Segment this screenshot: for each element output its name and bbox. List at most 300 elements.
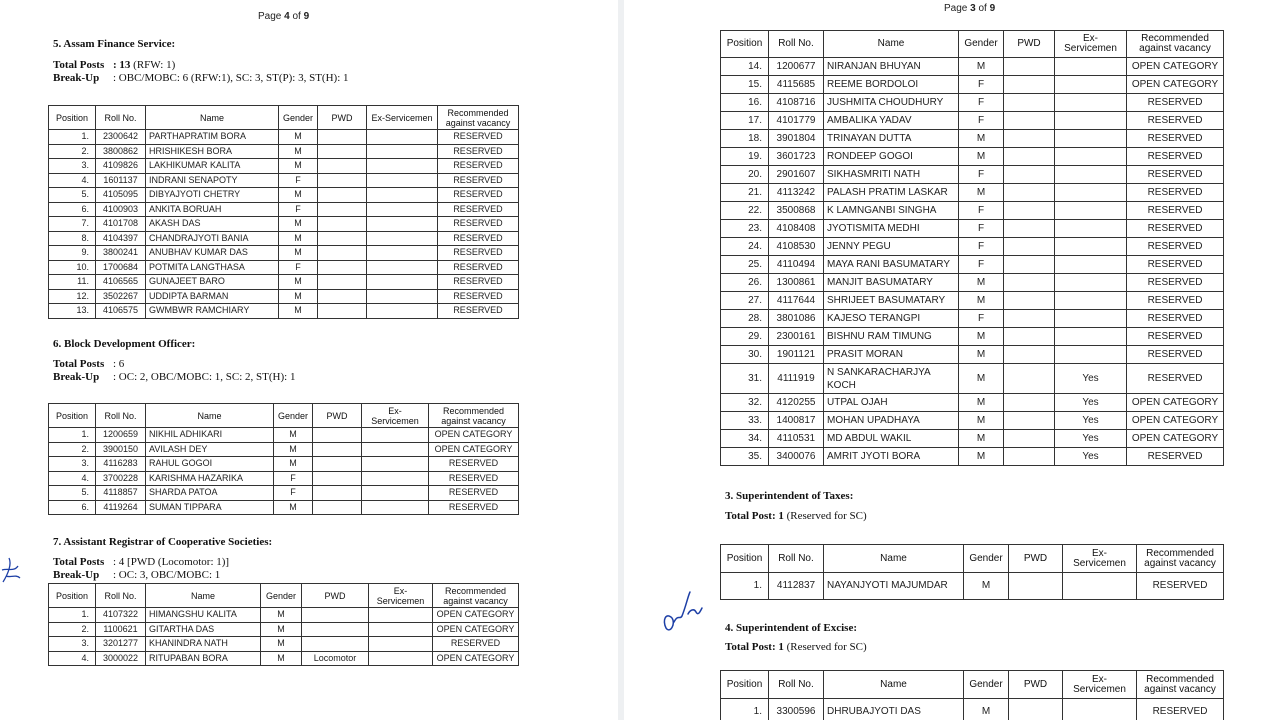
name-cell: REEME BORDOLOI [824, 76, 959, 94]
pwd-cell [313, 486, 362, 501]
roll-cell: 4106575 [96, 304, 146, 319]
pwd-cell [318, 144, 367, 159]
table-row [49, 622, 519, 637]
pwd-cell [302, 608, 369, 623]
name-cell: AVILASH DEY [146, 442, 274, 457]
roll-cell: 3601723 [769, 148, 824, 166]
name-cell: SHRIJEET BASUMATARY [824, 292, 959, 310]
table-row [721, 148, 1224, 166]
ex-servicemen-cell: Yes [1055, 430, 1127, 448]
ex-servicemen-cell [367, 289, 438, 304]
gender-cell: M [959, 430, 1004, 448]
roll-cell: 1901121 [769, 346, 824, 364]
ex-servicemen-cell [1055, 274, 1127, 292]
gender-cell: M [279, 231, 318, 246]
pwd-cell [1004, 112, 1055, 130]
position-cell: 31. [721, 364, 769, 394]
recommended-cell: RESERVED [1127, 112, 1224, 130]
ex-servicemen-cell [367, 159, 438, 174]
table-row [49, 457, 519, 472]
gender-cell: F [959, 238, 1004, 256]
name-cell: HIMANGSHU KALITA [146, 608, 261, 623]
right-document-page [624, 0, 1280, 720]
recommended-cell: RESERVED [1127, 346, 1224, 364]
name-cell: AMBALIKA YADAV [824, 112, 959, 130]
recommended-cell: RESERVED [438, 260, 519, 275]
ex-servicemen-cell [1055, 184, 1127, 202]
name-cell: ANUBHAV KUMAR DAS [146, 246, 279, 261]
table-body [49, 130, 519, 319]
table-row [49, 188, 519, 203]
signature-icon [0, 552, 22, 588]
position-cell: 6. [49, 500, 96, 515]
ex-servicemen-cell [367, 130, 438, 145]
table-header-row [721, 31, 1224, 58]
table-row [721, 94, 1224, 112]
pwd-cell [1004, 310, 1055, 328]
ex-servicemen-cell [1055, 148, 1127, 166]
name-cell: GUNAJEET BARO [146, 275, 279, 290]
table-row [721, 394, 1224, 412]
position-cell: 26. [721, 274, 769, 292]
table-row [49, 144, 519, 159]
position-cell: 7. [49, 217, 96, 232]
ex-servicemen-cell: Yes [1055, 364, 1127, 394]
ex-servicemen-cell [362, 500, 429, 515]
recommended-cell: RESERVED [1127, 238, 1224, 256]
recommended-cell: OPEN CATEGORY [433, 622, 519, 637]
page-number [258, 11, 309, 22]
pwd-cell [318, 231, 367, 246]
pwd-cell [1004, 238, 1055, 256]
position-cell: 4. [49, 471, 96, 486]
col-position: Position [49, 584, 96, 608]
pwd-cell [1004, 256, 1055, 274]
roll-cell: 4109826 [96, 159, 146, 174]
gender-cell: F [959, 112, 1004, 130]
name-cell: KAJESO TERANGPI [824, 310, 959, 328]
roll-cell: 4101779 [769, 112, 824, 130]
pwd-cell [1004, 94, 1055, 112]
col-ex-servicemen: Ex-Servicemen [1063, 671, 1137, 699]
pwd-cell [1004, 274, 1055, 292]
gender-cell: M [279, 130, 318, 145]
gender-cell: M [959, 364, 1004, 394]
name-cell: JENNY PEGU [824, 238, 959, 256]
position-cell: 1. [721, 699, 769, 720]
ex-servicemen-cell [1055, 202, 1127, 220]
ex-servicemen-cell [1055, 328, 1127, 346]
pwd-cell [313, 500, 362, 515]
page-current: 3 [970, 3, 976, 14]
pwd-cell [318, 260, 367, 275]
gender-cell: F [959, 202, 1004, 220]
col-roll: Roll No. [769, 545, 824, 573]
col-position: Position [49, 404, 96, 428]
gender-cell: M [261, 622, 302, 637]
col-name: Name [146, 106, 279, 130]
col-gender: Gender [959, 31, 1004, 58]
name-cell: SHARDA PATOA [146, 486, 274, 501]
col-position: Position [49, 106, 96, 130]
ex-servicemen-cell [1055, 166, 1127, 184]
pwd-cell [318, 159, 367, 174]
gender-cell: F [959, 220, 1004, 238]
roll-cell: 3700228 [96, 471, 146, 486]
recommended-cell: OPEN CATEGORY [1127, 430, 1224, 448]
ex-servicemen-cell [367, 173, 438, 188]
position-cell: 1. [721, 573, 769, 600]
pwd-cell [1004, 292, 1055, 310]
pwd-cell [313, 457, 362, 472]
col-gender: Gender [964, 671, 1009, 699]
roll-cell: 2901607 [769, 166, 824, 184]
gender-cell: M [959, 328, 1004, 346]
table-row [49, 304, 519, 319]
roll-cell: 2300642 [96, 130, 146, 145]
section-title: 7. Assistant Registrar of Cooperative Societies: [53, 536, 273, 548]
recommended-cell: RESERVED [438, 246, 519, 261]
col-position: Position [721, 671, 769, 699]
roll-cell: 4108408 [769, 220, 824, 238]
position-cell: 30. [721, 346, 769, 364]
col-ex-servicemen: Ex-Servicemen [367, 106, 438, 130]
name-cell: UDDIPTA BARMAN [146, 289, 279, 304]
pwd-cell [1004, 148, 1055, 166]
name-cell: PARTHAPRATIM BORA [146, 130, 279, 145]
ex-servicemen-cell [1055, 310, 1127, 328]
gender-cell: M [279, 304, 318, 319]
table-row [721, 76, 1224, 94]
table-row [721, 58, 1224, 76]
ex-servicemen-cell [1055, 220, 1127, 238]
roll-cell: 1100621 [96, 622, 146, 637]
total-posts: Total Posts : 6 [53, 358, 125, 370]
table-row [49, 608, 519, 623]
col-roll: Roll No. [96, 584, 146, 608]
pwd-cell [318, 217, 367, 232]
pwd-cell [1004, 202, 1055, 220]
roll-cell: 4118857 [96, 486, 146, 501]
total-post: Total Post: 1 (Reserved for SC) [725, 641, 867, 653]
table-header-row [49, 404, 519, 428]
position-cell: 12. [49, 289, 96, 304]
gender-cell: M [959, 130, 1004, 148]
recommended-cell: RESERVED [438, 202, 519, 217]
gender-cell: M [959, 292, 1004, 310]
position-cell: 27. [721, 292, 769, 310]
name-cell: TRINAYAN DUTTA [824, 130, 959, 148]
section-title: 6. Block Development Officer: [53, 338, 196, 350]
page-current: 4 [284, 11, 290, 22]
recommended-cell: RESERVED [1127, 364, 1224, 394]
roll-cell: 4110531 [769, 430, 824, 448]
roll-cell: 4104397 [96, 231, 146, 246]
table-body [49, 428, 519, 515]
position-cell: 10. [49, 260, 96, 275]
roll-cell: 4115685 [769, 76, 824, 94]
table-row [49, 275, 519, 290]
col-ex-servicemen: Ex-Servicemen [362, 404, 429, 428]
name-cell: PRASIT MORAN [824, 346, 959, 364]
pwd-cell [313, 442, 362, 457]
pwd-cell [1004, 448, 1055, 466]
ex-servicemen-cell [1055, 256, 1127, 274]
table-row [49, 486, 519, 501]
position-cell: 11. [49, 275, 96, 290]
position-cell: 13. [49, 304, 96, 319]
position-cell: 14. [721, 58, 769, 76]
name-cell: UTPAL OJAH [824, 394, 959, 412]
roll-cell: 4105095 [96, 188, 146, 203]
position-cell: 23. [721, 220, 769, 238]
table-header-row [721, 671, 1224, 699]
name-cell: RITUPABAN BORA [146, 651, 261, 666]
position-cell: 3. [49, 159, 96, 174]
position-cell: 2. [49, 622, 96, 637]
col-recommended: Recommended against vacancy [1137, 545, 1224, 573]
ex-servicemen-cell [1055, 130, 1127, 148]
name-cell: DIBYAJYOTI CHETRY [146, 188, 279, 203]
results-table [48, 403, 519, 515]
col-pwd: PWD [1009, 671, 1063, 699]
table-row [49, 231, 519, 246]
break-up: Break-Up : OC: 2, OBC/MOBC: 1, SC: 2, ST(H): 1 [53, 371, 296, 383]
recommended-cell: RESERVED [438, 173, 519, 188]
recommended-cell: RESERVED [438, 188, 519, 203]
col-roll: Roll No. [96, 404, 146, 428]
pwd-cell [1004, 58, 1055, 76]
roll-cell: 4108716 [769, 94, 824, 112]
results-table [48, 105, 519, 319]
position-cell: 1. [49, 130, 96, 145]
col-roll: Roll No. [769, 31, 824, 58]
ex-servicemen-cell: Yes [1055, 412, 1127, 430]
name-cell: AMRIT JYOTI BORA [824, 448, 959, 466]
position-cell: 4. [49, 651, 96, 666]
roll-cell: 4106565 [96, 275, 146, 290]
position-cell: 28. [721, 310, 769, 328]
table-row [49, 202, 519, 217]
recommended-cell: RESERVED [1127, 256, 1224, 274]
roll-cell: 4101708 [96, 217, 146, 232]
left-document-page [0, 0, 618, 720]
col-pwd: PWD [1004, 31, 1055, 58]
col-gender: Gender [279, 106, 318, 130]
roll-cell: 3201277 [96, 637, 146, 652]
ex-servicemen-cell [362, 471, 429, 486]
roll-cell: 1200677 [769, 58, 824, 76]
position-cell: 21. [721, 184, 769, 202]
name-cell: ANKITA BORUAH [146, 202, 279, 217]
table-row [721, 346, 1224, 364]
col-recommended: Recommended against vacancy [438, 106, 519, 130]
ex-servicemen-cell: Yes [1055, 394, 1127, 412]
name-cell: AKASH DAS [146, 217, 279, 232]
roll-cell: 4100903 [96, 202, 146, 217]
gender-cell: M [959, 394, 1004, 412]
roll-cell: 3502267 [96, 289, 146, 304]
ex-servicemen-cell [367, 202, 438, 217]
roll-cell: 4110494 [769, 256, 824, 274]
table-row [721, 202, 1224, 220]
name-cell: BISHNU RAM TIMUNG [824, 328, 959, 346]
table-row [49, 159, 519, 174]
col-position: Position [721, 545, 769, 573]
position-cell: 25. [721, 256, 769, 274]
name-cell: JUSHMITA CHOUDHURY [824, 94, 959, 112]
ex-servicemen-cell [367, 260, 438, 275]
col-recommended: Recommended against vacancy [433, 584, 519, 608]
position-cell: 17. [721, 112, 769, 130]
position-cell: 22. [721, 202, 769, 220]
table-row [721, 292, 1224, 310]
recommended-cell: RESERVED [429, 486, 519, 501]
col-roll: Roll No. [96, 106, 146, 130]
pwd-cell [1009, 699, 1063, 720]
gender-cell: M [279, 144, 318, 159]
name-cell: MAYA RANI BASUMATARY [824, 256, 959, 274]
recommended-cell: RESERVED [438, 275, 519, 290]
total-post: Total Post: 1 (Reserved for SC) [725, 510, 867, 522]
gender-cell: M [279, 275, 318, 290]
ex-servicemen-cell [369, 608, 433, 623]
page-of: of [978, 3, 987, 14]
ex-servicemen-cell [367, 275, 438, 290]
table-row [721, 220, 1224, 238]
ex-servicemen-cell [1055, 76, 1127, 94]
table-row [721, 166, 1224, 184]
section-title: 3. Superintendent of Taxes: [725, 490, 854, 502]
recommended-cell: RESERVED [1127, 448, 1224, 466]
pwd-cell [1004, 430, 1055, 448]
results-table [48, 583, 519, 666]
recommended-cell: RESERVED [438, 217, 519, 232]
page-total: 9 [989, 3, 996, 14]
position-cell: 16. [721, 94, 769, 112]
table-row [49, 217, 519, 232]
gender-cell: F [279, 260, 318, 275]
recommended-cell: OPEN CATEGORY [1127, 58, 1224, 76]
ex-servicemen-cell [1055, 112, 1127, 130]
name-cell: JYOTISMITA MEDHI [824, 220, 959, 238]
roll-cell: 3901804 [769, 130, 824, 148]
position-cell: 18. [721, 130, 769, 148]
name-cell: GITARTHA DAS [146, 622, 261, 637]
gender-cell: M [959, 148, 1004, 166]
recommended-cell: RESERVED [1127, 166, 1224, 184]
recommended-cell: RESERVED [438, 231, 519, 246]
gender-cell: F [279, 202, 318, 217]
table-header-row [721, 545, 1224, 573]
col-gender: Gender [964, 545, 1009, 573]
table-row [721, 573, 1224, 600]
name-cell: SUMAN TIPPARA [146, 500, 274, 515]
roll-cell: 4119264 [96, 500, 146, 515]
gender-cell: M [279, 246, 318, 261]
gender-cell: M [261, 651, 302, 666]
recommended-cell: RESERVED [1127, 274, 1224, 292]
col-roll: Roll No. [769, 671, 824, 699]
break-up: Break-Up : OBC/MOBC: 6 (RFW:1), SC: 3, ST(P): 3, ST(H): 1 [53, 72, 349, 84]
roll-cell: 3000022 [96, 651, 146, 666]
name-cell: MD ABDUL WAKIL [824, 430, 959, 448]
total-posts: Total Posts : 4 [PWD (Locomotor: 1)] [53, 556, 230, 568]
position-cell: 33. [721, 412, 769, 430]
page-total: 9 [303, 11, 310, 22]
recommended-cell: OPEN CATEGORY [433, 651, 519, 666]
pwd-cell [1004, 184, 1055, 202]
roll-cell: 4117644 [769, 292, 824, 310]
position-cell: 34. [721, 430, 769, 448]
position-cell: 9. [49, 246, 96, 261]
pwd-cell [1004, 76, 1055, 94]
ex-servicemen-cell [369, 637, 433, 652]
gender-cell: M [964, 573, 1009, 600]
pwd-cell [302, 637, 369, 652]
recommended-cell: RESERVED [438, 159, 519, 174]
gender-cell: M [279, 159, 318, 174]
recommended-cell: OPEN CATEGORY [1127, 412, 1224, 430]
table-row [49, 260, 519, 275]
ex-servicemen-cell [1055, 292, 1127, 310]
name-cell: K LAMNGANBI SINGHA [824, 202, 959, 220]
name-cell: INDRANI SENAPOTY [146, 173, 279, 188]
roll-cell: 4108530 [769, 238, 824, 256]
gender-cell: M [959, 184, 1004, 202]
col-name: Name [146, 404, 274, 428]
gender-cell: M [261, 608, 302, 623]
table-row [721, 256, 1224, 274]
position-cell: 2. [49, 144, 96, 159]
table-row [721, 274, 1224, 292]
table-row [49, 289, 519, 304]
gender-cell: M [279, 289, 318, 304]
table-row [49, 637, 519, 652]
table-header-row [49, 106, 519, 130]
position-cell: 4. [49, 173, 96, 188]
col-pwd: PWD [313, 404, 362, 428]
recommended-cell: OPEN CATEGORY [1127, 76, 1224, 94]
gender-cell: M [261, 637, 302, 652]
ex-servicemen-cell [367, 304, 438, 319]
col-position: Position [721, 31, 769, 58]
pwd-cell [1009, 573, 1063, 600]
name-cell: RAHUL GOGOI [146, 457, 274, 472]
position-cell: 3. [49, 637, 96, 652]
ex-servicemen-cell [362, 442, 429, 457]
pwd-cell [313, 428, 362, 443]
pwd-cell [302, 622, 369, 637]
recommended-cell: RESERVED [1127, 328, 1224, 346]
table-row [721, 112, 1224, 130]
pwd-cell [318, 246, 367, 261]
recommended-cell: RESERVED [429, 500, 519, 515]
position-cell: 8. [49, 231, 96, 246]
pwd-cell [1004, 412, 1055, 430]
recommended-cell: OPEN CATEGORY [429, 428, 519, 443]
pwd-cell [313, 471, 362, 486]
ex-servicemen-cell [362, 486, 429, 501]
recommended-cell: RESERVED [429, 457, 519, 472]
name-cell: N SANKARACHARJYA KOCH [824, 364, 959, 394]
col-recommended: Recommended against vacancy [1137, 671, 1224, 699]
recommended-cell: RESERVED [438, 130, 519, 145]
recommended-cell: OPEN CATEGORY [1127, 394, 1224, 412]
col-pwd: PWD [318, 106, 367, 130]
ex-servicemen-cell [1055, 346, 1127, 364]
page-of: of [292, 11, 301, 22]
